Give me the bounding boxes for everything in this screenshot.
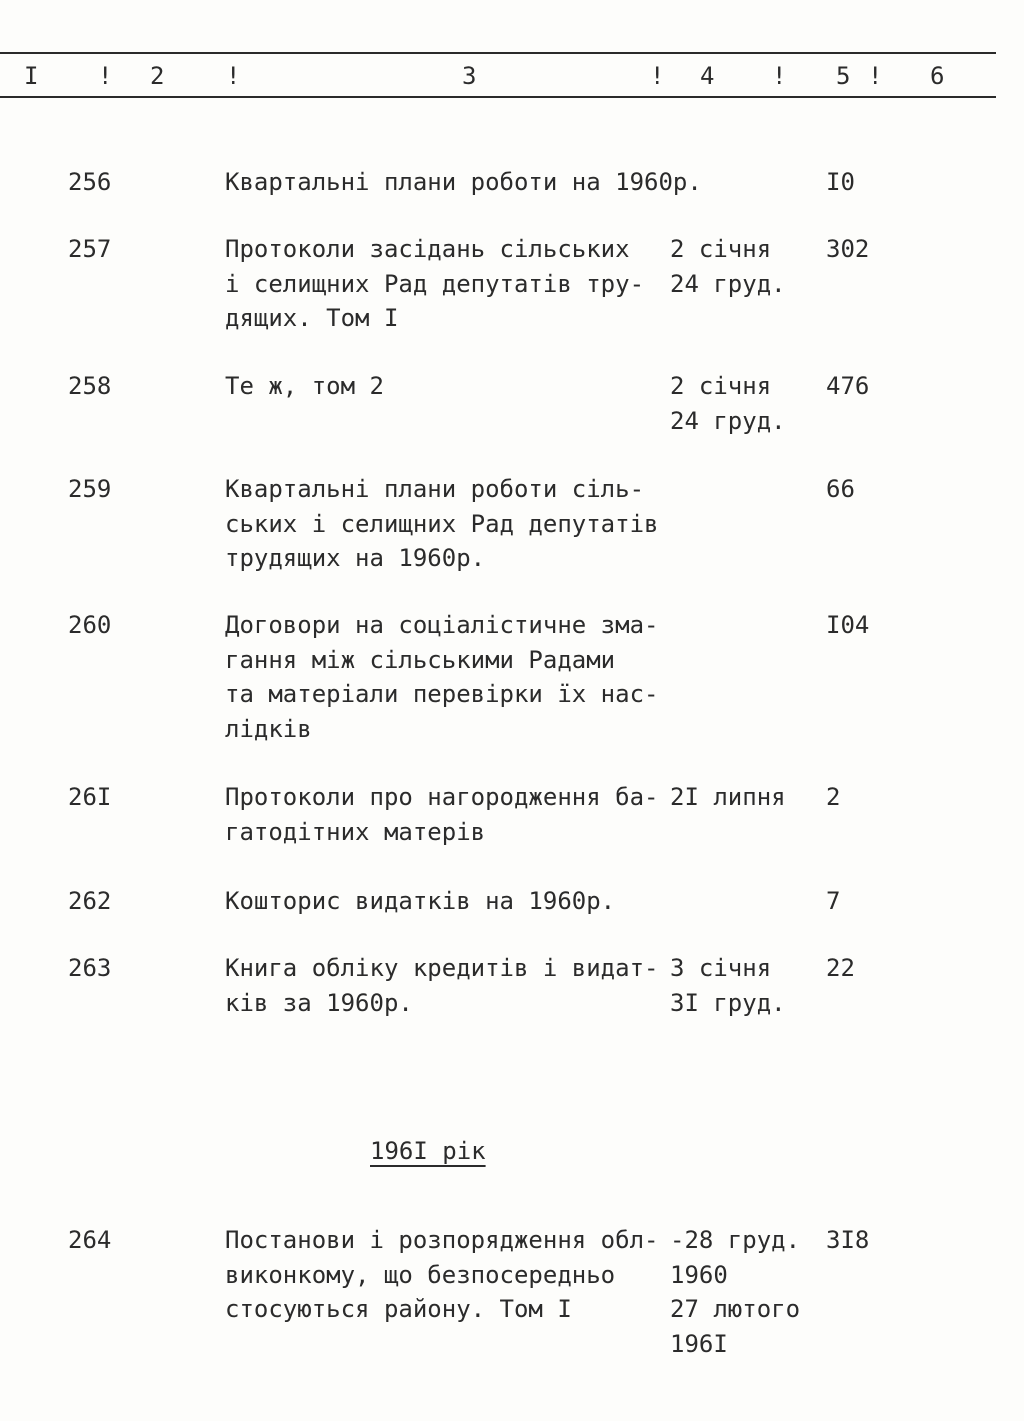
record-number: 26I (68, 783, 112, 811)
record-title (225, 884, 665, 919)
page-count: 3I8 (826, 1226, 870, 1254)
record-dates (670, 1223, 830, 1361)
record-number: 262 (68, 887, 112, 915)
record-dates (670, 780, 830, 815)
title-line: Те ж, том 2 (225, 372, 384, 400)
record-title (225, 472, 665, 576)
title-line: дящих. Том I (225, 304, 399, 332)
page-count: 476 (826, 372, 870, 400)
title-line: гатодітних матерів (225, 817, 486, 846)
record-number: 259 (68, 475, 112, 503)
title-line: виконкому, що безпосередньо (225, 1260, 616, 1289)
col-2-label: 2 (150, 62, 165, 90)
title-line: ків за 1960р. (225, 988, 413, 1017)
record-number: 258 (68, 372, 112, 400)
record-title (225, 232, 665, 336)
record-dates (670, 369, 830, 438)
col-separator: ! (650, 62, 665, 90)
date-line: 3 січня (670, 954, 772, 982)
page-count: 302 (826, 235, 870, 263)
col-1-label: I (24, 62, 39, 90)
record-title (225, 608, 665, 746)
title-line: Договори на соціалістичне зма- (225, 611, 659, 639)
col-separator: ! (868, 62, 883, 90)
col-3-label: 3 (462, 62, 477, 90)
page-count: I04 (826, 611, 870, 639)
page-count: 7 (826, 887, 841, 915)
record-number: 256 (68, 168, 112, 196)
column-header-row (0, 60, 1024, 92)
header-top-rule (0, 52, 996, 54)
date-line: 24 груд. (670, 406, 786, 435)
date-line: -28 груд. (670, 1226, 801, 1254)
title-line: Квартальні плани роботи сіль- (225, 475, 645, 503)
title-line: і селищних Рад депутатів тру- (225, 269, 645, 298)
title-line: Постанови і розпорядження обл- (225, 1226, 659, 1254)
title-line: Квартальні плани роботи на 1960р. (225, 168, 702, 196)
record-title (225, 951, 665, 1020)
col-5-label: 5 (836, 62, 851, 90)
record-number: 263 (68, 954, 112, 982)
title-line: лідків (225, 714, 312, 743)
date-line: 2I липня (670, 783, 786, 811)
record-number: 264 (68, 1226, 112, 1254)
record-number: 260 (68, 611, 112, 639)
record-number: 257 (68, 235, 112, 263)
page-count: 2 (826, 783, 841, 811)
col-separator: ! (226, 62, 241, 90)
date-line: 2 січня (670, 235, 772, 263)
record-title (225, 165, 702, 200)
title-line: стосуються району. Том I (225, 1295, 572, 1323)
date-line: 2 січня (670, 372, 772, 400)
record-title (225, 780, 665, 849)
page-count: 66 (826, 475, 855, 503)
title-line: ських і селищних Рад депутатів (225, 509, 659, 538)
date-line: 196I (670, 1329, 728, 1358)
record-title (225, 369, 665, 404)
record-dates (670, 232, 830, 301)
title-line: трудящих на 1960р. (225, 544, 486, 572)
title-line: Кошторис видатків на 1960р. (225, 887, 616, 915)
page-count: I0 (826, 168, 855, 196)
col-4-label: 4 (700, 62, 715, 90)
title-line: Протоколи засідань сільських (225, 235, 630, 263)
date-line: 24 груд. (670, 269, 786, 298)
col-separator: ! (98, 62, 113, 90)
title-line: та матеріали перевірки їх нас- (225, 680, 659, 708)
page-count: 22 (826, 954, 855, 982)
date-line: 3I груд. (670, 988, 786, 1017)
title-line: Книга обліку кредитів і видат- (225, 954, 659, 982)
date-line: 1960 (670, 1260, 728, 1289)
record-dates (670, 951, 830, 1020)
title-line: Протоколи про нагородження ба- (225, 783, 659, 811)
section-heading: 196I рік (370, 1137, 486, 1165)
date-line: 27 лютого (670, 1295, 801, 1323)
col-separator: ! (772, 62, 787, 90)
record-title (225, 1223, 665, 1327)
title-line: гання між сільськими Радами (225, 645, 616, 674)
header-bottom-rule (0, 96, 996, 98)
col-6-label: 6 (930, 62, 945, 90)
